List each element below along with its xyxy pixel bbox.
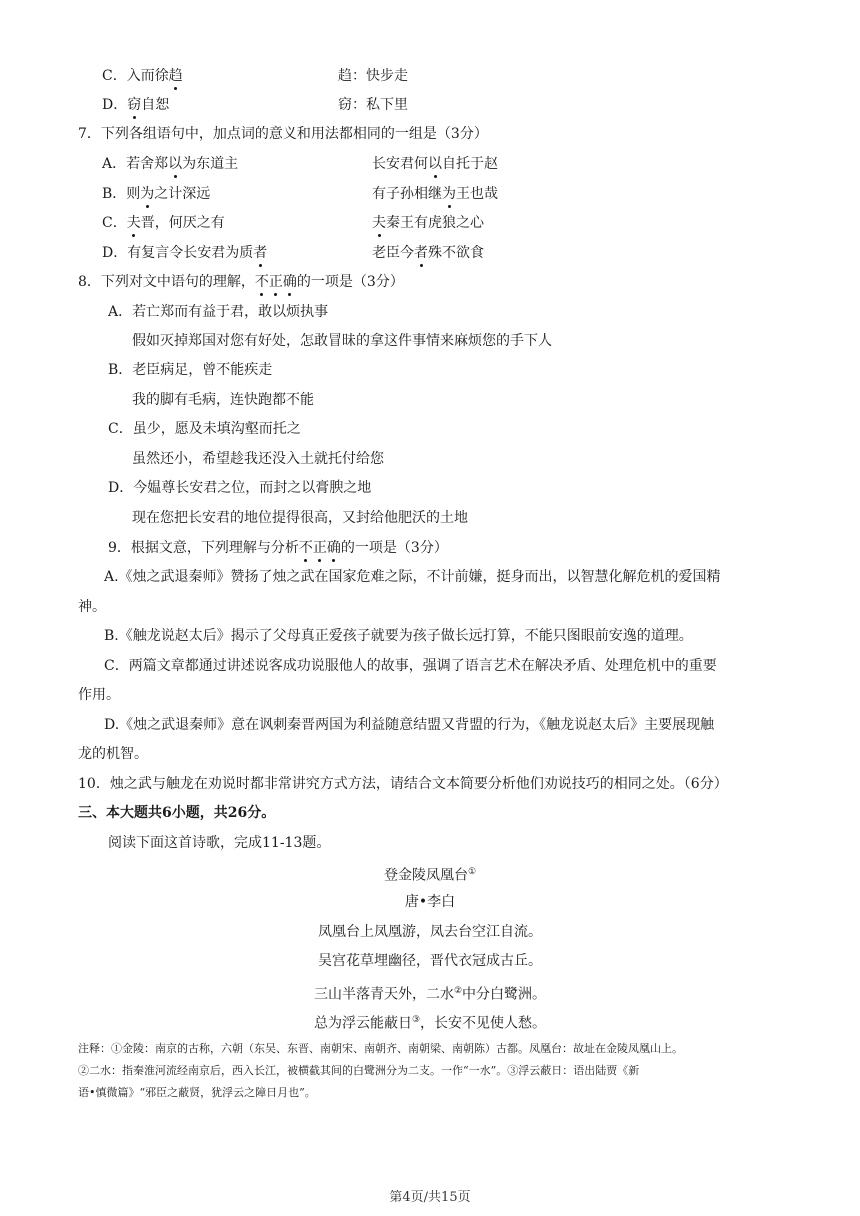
poem-note-3: 语•慎微篇》“邪臣之蔽贤，犹浮云之障日月也”。 (78, 1086, 316, 1099)
q9-option-d-cont: 龙的机智。 (78, 746, 148, 762)
poem-line-4: 总为浮云能蔽日③，长安不见使人愁。 (313, 1015, 547, 1032)
section-3-title: 三、本大题共6小题，共26分。 (78, 805, 276, 821)
q9-option-a: A.《烛之武退秦师》赞扬了烛之武在国家危难之际，不计前嫌，挺身而出，以智慧化解危机的爱国精 (104, 569, 721, 585)
q8-option-c: C．虽少，愿及未填沟壑而托之 (108, 421, 301, 437)
q9-option-b: B.《触龙说赵太后》揭示了父母真正爱孩子就要为孩子做长远打算，不能只图眼前安逸的道理。 (104, 628, 693, 644)
poem-title: 登金陵凤凰台① (383, 867, 477, 884)
q8-option-d: D．今媪尊长安君之位，而封之以膏腴之地 (108, 480, 372, 496)
poem-author: 唐•李白 (404, 894, 456, 910)
q9-stem: 9．根据文意，下列理解与分析不正确的一项是（3分） (108, 540, 448, 556)
q8-stem: 8．下列对文中语句的理解，不正确的一项是（3分） (78, 274, 404, 290)
poem-line-3: 三山半落青天外，二水②中分白鹭洲。 (313, 986, 547, 1003)
q8-option-c-translation: 虽然还小，希望趁我还没入土就托付给您 (132, 451, 384, 467)
poem-note-1: 注释：①金陵：南京的古称，六朝（东吴、东晋、南朝宋、南朝齐、南朝梁、南朝陈）古都。凤凰台：故址在金陵凤凰山上。 (78, 1042, 683, 1055)
poem-title-note-mark: ① (467, 867, 477, 877)
q8-option-a-translation: 假如灭掉郑国对您有好处，怎敢冒昧的拿这件事情来麻烦您的手下人 (132, 333, 552, 349)
q9-option-c: C．两篇文章都通过讲述说客成功说服他人的故事，强调了语言艺术在解决矛盾、处理危机中的重要 (104, 658, 717, 674)
poem-line-2: 吴宫花草埋幽径，晋代衣冠成古丘。 (318, 953, 542, 969)
q7-stem: 7．下列各组语句中，加点词的意义和用法都相同的一组是（3分） (78, 126, 488, 142)
q9-option-a-cont: 神。 (78, 599, 106, 615)
poem-line-3-note-mark: ② (453, 986, 463, 996)
poem-line-1: 凤凰台上凤凰游，凤去台空江自流。 (318, 924, 542, 940)
q8-option-b-translation: 我的脚有毛病，连快跑都不能 (132, 392, 314, 408)
q10-stem: 10．烛之武与触龙在劝说时都非常讲究方式方法，请结合文本简要分析他们劝说技巧的相同之处。（6分） (78, 776, 728, 792)
q8-option-b: B．老臣病足，曾不能疾走 (108, 362, 273, 378)
poem-note-2: ②二水：指秦淮河流经南京后，西入长江，被横截其间的白鹭洲分为二支。一作“一水”。③浮云蔽日：语出陆贾《新 (78, 1064, 640, 1077)
section-3-intro: 阅读下面这首诗歌，完成11-13题。 (108, 835, 331, 851)
q9-option-d: D.《烛之武退秦师》意在讽刺秦晋两国为利益随意结盟又背盟的行为，《触龙说赵太后》主要展现触 (104, 717, 715, 733)
q8-option-a: A．若亡郑而有益于君，敢以烦执事 (108, 304, 329, 320)
page-number: 第4页/共15页 (389, 1190, 471, 1205)
poem-line-4-note-mark: ③ (411, 1015, 421, 1025)
q9-option-c-cont: 作用。 (78, 687, 120, 703)
q8-option-d-translation: 现在您把长安君的地位提得很高，又封给他肥沃的土地 (132, 510, 468, 526)
